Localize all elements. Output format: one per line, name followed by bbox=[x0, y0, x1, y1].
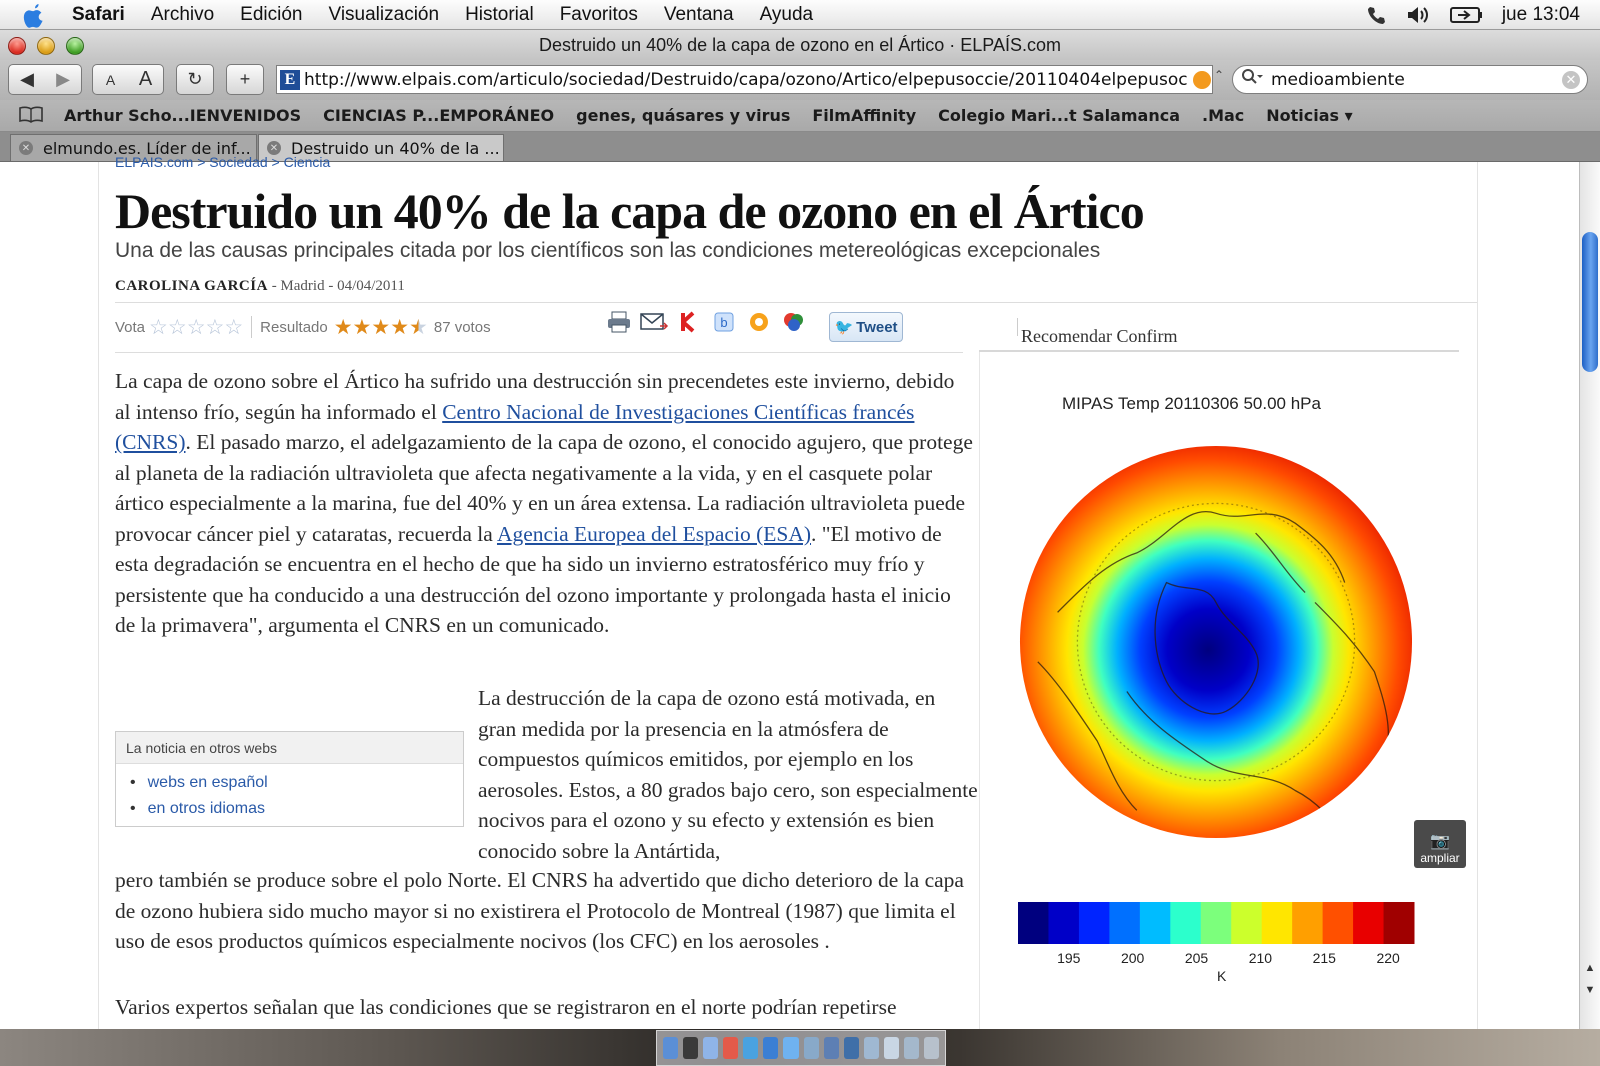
text-size-buttons bbox=[92, 64, 164, 95]
svg-text:b: b bbox=[720, 315, 728, 330]
figure-title: MIPAS Temp 20110306 50.00 hPa bbox=[1062, 394, 1321, 413]
vote-star-icon[interactable]: ☆ bbox=[205, 315, 225, 339]
menu-edicion[interactable]: Edición bbox=[240, 3, 303, 25]
email-icon[interactable] bbox=[642, 310, 666, 334]
tweet-label: Tweet bbox=[856, 318, 898, 336]
menu-ayuda[interactable]: Ayuda bbox=[759, 3, 814, 25]
bookmarks-book-icon[interactable] bbox=[18, 105, 44, 127]
finder-icon[interactable] bbox=[663, 1037, 678, 1059]
result-stars bbox=[334, 317, 428, 338]
search-input[interactable] bbox=[1232, 65, 1588, 94]
safari-dock-icon[interactable] bbox=[763, 1037, 778, 1059]
divider bbox=[251, 316, 252, 338]
meneame-icon[interactable] bbox=[677, 310, 701, 334]
facebook-recommend-button[interactable]: Recomendar Confirm bbox=[1021, 326, 1178, 346]
colorbar-segment bbox=[1231, 902, 1262, 944]
text-smaller-button[interactable]: A bbox=[105, 71, 116, 88]
browser-toolbar bbox=[0, 60, 1600, 100]
result-star-full-icon: ★ bbox=[352, 315, 372, 339]
dock bbox=[656, 1030, 946, 1066]
vote-star-icon[interactable]: ☆ bbox=[186, 315, 206, 339]
rss-icon[interactable] bbox=[1193, 71, 1211, 89]
menu-ventana[interactable]: Ventana bbox=[663, 3, 734, 25]
article-headline: Destruido un 40% de la capa de ozono en el Ártico bbox=[115, 183, 1144, 239]
colorbar-tick-label: 220 bbox=[1376, 950, 1400, 966]
colorbar-segment bbox=[1109, 902, 1140, 944]
cnrs-link[interactable]: Centro Nacional de Investigaciones Científicas francés (CNRS) bbox=[115, 399, 915, 454]
camera-icon: 📷 bbox=[1430, 833, 1450, 850]
scroll-down-arrow-icon[interactable]: ▼ bbox=[1584, 984, 1596, 996]
vote-star-icon[interactable]: ☆ bbox=[224, 315, 244, 339]
article-paragraph bbox=[115, 366, 975, 641]
result-star-full-icon: ★ bbox=[390, 315, 410, 339]
scrollbar-thumb[interactable] bbox=[1582, 232, 1598, 372]
enlarge-image-button[interactable] bbox=[1414, 820, 1466, 868]
window-title: Destruido un 40% de la capa de ozono en el Ártico · ELPAÍS.com bbox=[539, 34, 1061, 55]
colorbar-tick-label: 195 bbox=[1057, 950, 1081, 966]
article-byline bbox=[115, 278, 405, 295]
app-icon[interactable] bbox=[884, 1037, 899, 1059]
result-star-full-icon: ★ bbox=[333, 315, 353, 339]
article-dateline: - Madrid - 04/04/2011 bbox=[267, 278, 405, 294]
app-icon[interactable] bbox=[904, 1037, 919, 1059]
bookmark-item[interactable]: genes, quásares y virus bbox=[576, 106, 791, 125]
article-paragraph: Varios expertos señalan que las condiciones que se registraron en el norte podrían repetirse bbox=[115, 995, 897, 1019]
trash-icon[interactable] bbox=[924, 1037, 939, 1059]
apple-menu-icon[interactable] bbox=[22, 0, 56, 30]
result-star-half-icon: ★ bbox=[409, 315, 428, 339]
twitter-bird-icon: 🐦 bbox=[834, 319, 854, 336]
forward-arrow-icon[interactable]: ▶ bbox=[56, 69, 70, 89]
scroll-up-arrow-icon[interactable]: ▲ bbox=[1584, 962, 1596, 974]
itunes-icon[interactable] bbox=[743, 1037, 758, 1059]
dashboard-icon[interactable] bbox=[683, 1037, 698, 1059]
paragraph-text: La capa de ozono sobre el Ártico ha sufrido una destrucción sin precendetes este invierno, debido al intenso frío, según ha informado el bbox=[115, 369, 955, 424]
bookmark-item[interactable]: FilmAffinity bbox=[812, 106, 917, 125]
plus-icon: + bbox=[239, 69, 251, 89]
article-paragraph: pero también se produce sobre el polo Norte. El CNRS ha advertido que dicho deterioro de la capa de ozono hubiera sido mucho mayor si no existirera el Protocolo de Montreal (1987) que limita el uso de esos productos químicos especialmente nocivos (los CFC) en los aerosoles . bbox=[115, 868, 964, 953]
colorbar-segment bbox=[1170, 902, 1201, 944]
result-label: Resultado bbox=[260, 318, 328, 336]
reload-icon: ↻ bbox=[187, 69, 203, 89]
vertical-scrollbar[interactable] bbox=[1579, 162, 1600, 1029]
related-webs-box bbox=[115, 731, 464, 827]
bookmark-item[interactable]: .Mac bbox=[1201, 106, 1245, 125]
colorbar-segment bbox=[1018, 902, 1049, 944]
app-icon[interactable] bbox=[864, 1037, 879, 1059]
polar-temperature-map bbox=[1018, 444, 1414, 840]
app-icon[interactable] bbox=[824, 1037, 839, 1059]
tab-label: Destruido un 40% de la ... bbox=[291, 138, 500, 158]
text-bigger-button[interactable]: A bbox=[138, 68, 153, 90]
divider bbox=[115, 352, 963, 353]
related-webs-list bbox=[116, 764, 463, 822]
article-subheadline: Una de las causas principales citada por los científicos son las condiciones metereológicas excepcionales bbox=[115, 239, 1101, 262]
search-input-value[interactable]: medioambiente bbox=[1271, 69, 1405, 90]
back-forward-buttons bbox=[8, 64, 82, 95]
ichat-icon[interactable] bbox=[783, 1037, 798, 1059]
site-favicon-icon: E bbox=[280, 70, 300, 90]
colorbar-segment bbox=[1079, 902, 1110, 944]
address-bar[interactable] bbox=[276, 65, 1213, 94]
bookmark-item[interactable]: Colegio Mari...t Salamanca bbox=[938, 106, 1180, 125]
enlarge-label: ampliar bbox=[1420, 851, 1460, 865]
esa-link[interactable]: Agencia Europea del Espacio (ESA) bbox=[496, 521, 812, 546]
menu-visualizacion[interactable]: Visualización bbox=[328, 3, 440, 25]
close-window-button[interactable] bbox=[8, 37, 26, 55]
colorbar-segment bbox=[1140, 902, 1171, 944]
preview-icon[interactable] bbox=[804, 1037, 819, 1059]
mail-icon[interactable] bbox=[703, 1037, 718, 1059]
battery-icon[interactable] bbox=[1450, 5, 1484, 25]
colorbar-tick-label: 205 bbox=[1184, 950, 1209, 966]
zoom-window-button[interactable] bbox=[66, 37, 84, 55]
colorbar-unit-label: K bbox=[1217, 968, 1227, 984]
colorbar-tick-label: 215 bbox=[1312, 950, 1336, 966]
author-name[interactable]: CAROLINA GARCÍA bbox=[115, 278, 268, 294]
tab-label: elmundo.es. Líder de inf... bbox=[43, 138, 251, 158]
divider bbox=[115, 302, 1477, 303]
divider bbox=[1017, 318, 1018, 336]
paragraph-text: . "El motivo de esta degradación se encuentra en el hecho de que ha sido un invierno estratosférico muy frío y persistente que ha conducido a una destrucción del ozono importante y prolongada hasta el inicio de la primavera", argumenta el CNRS en un comunicado. bbox=[115, 521, 951, 637]
close-tab-icon[interactable]: ✕ bbox=[19, 141, 33, 155]
related-webs-link[interactable]: • en otros idiomas bbox=[130, 796, 463, 822]
colorbar-segment bbox=[1323, 902, 1354, 944]
vote-star-icon[interactable]: ☆ bbox=[149, 315, 168, 339]
colorbar-segment bbox=[1384, 902, 1415, 944]
ical-icon[interactable] bbox=[723, 1037, 738, 1059]
menu-historial[interactable]: Historial bbox=[465, 3, 534, 25]
address-bar-url[interactable]: http://www.elpais.com/articulo/sociedad/Destruido/capa/ozono/Artico/elpepusoccie/20110404elpepusoc bbox=[304, 69, 1188, 90]
print-icon[interactable] bbox=[607, 310, 631, 334]
paragraph-text: . El pasado marzo, el adelgazamiento de la capa de ozono, el conocido agujero, que protege al planeta de la radiación ultravioleta que afecta negativamente a la vida, y en el casquete polar ártico especialmente a la marina, fue del 40% y en un área extensa. La radiación ultravioleta puede provocar cáncer piel y cataratas, recuerda la bbox=[115, 430, 973, 546]
colorbar-tick-labels bbox=[1018, 950, 1458, 972]
temperature-colorbar bbox=[1018, 902, 1414, 944]
share-service-icon[interactable] bbox=[782, 310, 806, 334]
menu-bar bbox=[0, 0, 1600, 30]
article-container bbox=[98, 154, 1478, 1062]
vote-label: Vota bbox=[115, 318, 146, 336]
clear-search-icon[interactable]: ✕ bbox=[1562, 71, 1580, 89]
breadcrumb[interactable]: ELPAIS.com > Sociedad > Ciencia bbox=[115, 154, 331, 170]
menu-favoritos[interactable]: Favoritos bbox=[559, 3, 638, 25]
share-service-icon[interactable] bbox=[712, 310, 736, 334]
colorbar-segment bbox=[1201, 902, 1232, 944]
colorbar-tick-label: 210 bbox=[1248, 950, 1273, 966]
page-viewport bbox=[0, 154, 1579, 1029]
app-icon[interactable] bbox=[844, 1037, 859, 1059]
share-toolbar bbox=[607, 310, 806, 334]
vote-stars[interactable] bbox=[149, 317, 243, 338]
ozone-temperature-figure[interactable] bbox=[979, 352, 1459, 1052]
tweet-button[interactable] bbox=[829, 312, 903, 342]
menubar-clock[interactable]: jue 13:04 bbox=[1501, 4, 1580, 25]
menu-safari[interactable]: Safari bbox=[72, 3, 125, 25]
search-icon[interactable] bbox=[1241, 68, 1263, 91]
bookmark-item[interactable]: CIENCIAS P...EMPORÁNEO bbox=[323, 106, 555, 125]
related-webs-link[interactable]: • webs en español bbox=[130, 770, 463, 796]
phone-icon[interactable] bbox=[1366, 4, 1388, 26]
menu-archivo[interactable]: Archivo bbox=[150, 3, 215, 25]
colorbar-segment bbox=[1292, 902, 1323, 944]
related-webs-title: La noticia en otros webs bbox=[116, 732, 463, 764]
colorbar-segment bbox=[1048, 902, 1079, 944]
colorbar-segment bbox=[1262, 902, 1293, 944]
minimize-window-button[interactable] bbox=[37, 37, 55, 55]
vote-count: 87 votos bbox=[433, 318, 491, 336]
back-arrow-icon[interactable]: ◀ bbox=[20, 69, 34, 89]
reload-button[interactable] bbox=[176, 64, 214, 95]
share-service-icon[interactable] bbox=[747, 310, 771, 334]
bookmark-folder-noticias[interactable]: Noticias ▾ bbox=[1266, 106, 1353, 125]
article-paragraph: La destrucción de la capa de ozono está motivada, en gran medida por la presencia en la atmósfera de compuestos químicos emitidos, por ejemplo en los aerosoles. Estos, a 80 grados bajo cero, son especialmente nocivos para el ozono y su efecto y extensión es bien conocido sobre la Antártida, bbox=[478, 686, 978, 863]
result-star-full-icon: ★ bbox=[371, 315, 391, 339]
bookmark-item[interactable]: Arthur Scho...IENVENIDOS bbox=[64, 106, 302, 125]
window-titlebar bbox=[0, 30, 1600, 60]
bookmarks-bar bbox=[0, 100, 1600, 132]
close-tab-icon[interactable]: ✕ bbox=[267, 141, 281, 155]
colorbar-segment bbox=[1353, 902, 1384, 944]
add-bookmark-button[interactable] bbox=[226, 64, 264, 95]
vote-star-icon[interactable]: ☆ bbox=[167, 315, 187, 339]
colorbar-tick-label: 200 bbox=[1120, 950, 1145, 966]
volume-icon[interactable] bbox=[1406, 4, 1432, 26]
snapback-icon[interactable]: ⌃ bbox=[1214, 68, 1225, 82]
